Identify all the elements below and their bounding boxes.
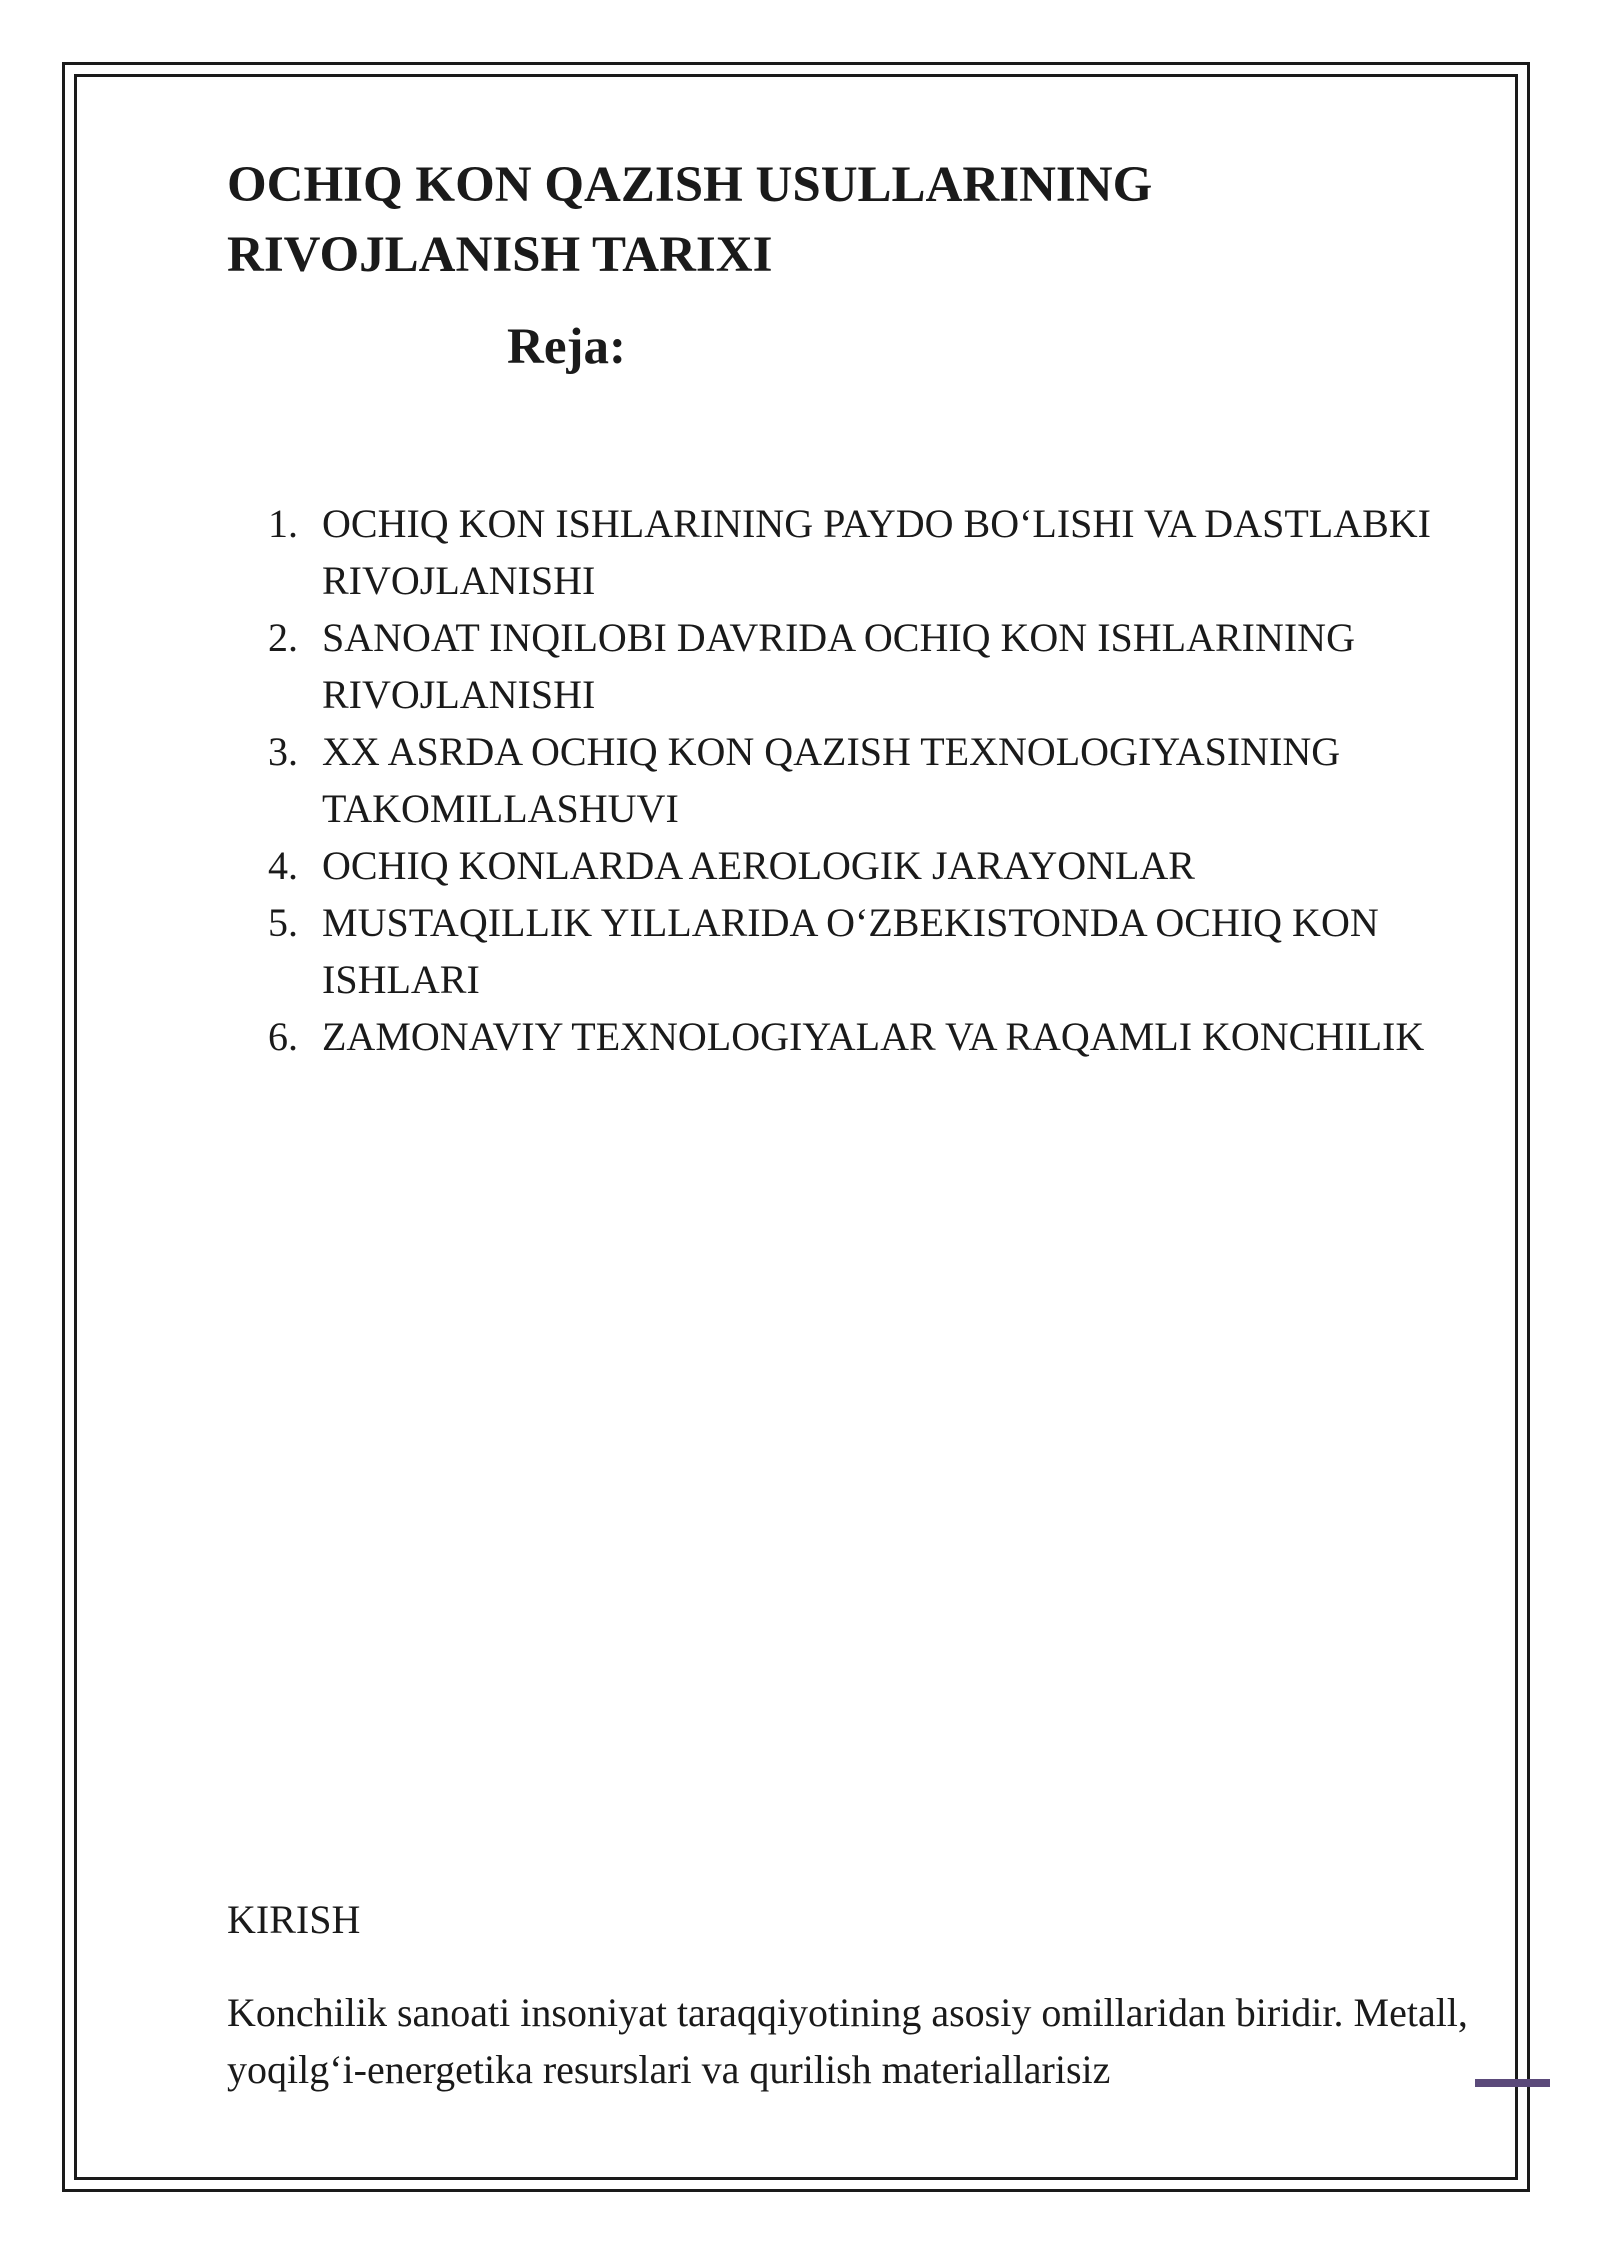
plan-item-text: OCHIQ KONLARDA AEROLOGIK JARAYONLAR — [322, 843, 1195, 888]
intro-heading: KIRISH — [227, 1897, 361, 1942]
plan-item-text: ZAMONAVIY TEXNOLOGIYALAR VA RAQAMLI KONCHILIK — [322, 1014, 1425, 1059]
plan-item-text: SANOAT INQILOBI DAVRIDA OCHIQ KON ISHLARINING RIVOJLANISHI — [322, 615, 1355, 717]
plan-heading: Reja: — [507, 319, 626, 375]
plan-item-text: MUSTAQILLIK YILLARIDA O‘ZBEKISTONDA OCHIQ KON ISHLARI — [322, 900, 1379, 1002]
page-border-inner — [74, 74, 1518, 2180]
page-corner-marker — [1475, 2079, 1550, 2087]
plan-item-number: 5. — [268, 900, 298, 945]
plan-item-number: 1. — [268, 501, 298, 546]
plan-item — [268, 723, 1498, 837]
plan-item-number: 2. — [268, 615, 298, 660]
plan-item-number: 4. — [268, 843, 298, 888]
plan-item-text: XX ASRDA OCHIQ KON QAZISH TEXNOLOGIYASINING TAKOMILLASHUVI — [322, 729, 1341, 831]
intro-paragraph: Konchilik sanoati insoniyat taraqqiyotining asosiy omillaridan biridir. Metall, yoqilg‘i-energetika resurslari va qurilish materiallarisiz — [227, 1990, 1468, 2092]
plan-item-text: OCHIQ KON ISHLARINING PAYDO BO‘LISHI VA DASTLABKI RIVOJLANISHI — [322, 501, 1431, 603]
plan-list — [268, 495, 1498, 1065]
document-title: OCHIQ KON QAZISH USULLARINING RIVOJLANISH TARIXI — [227, 157, 1153, 283]
plan-item-number: 3. — [268, 729, 298, 774]
plan-item — [268, 837, 1498, 894]
plan-item — [268, 1008, 1498, 1065]
plan-item — [268, 894, 1498, 1008]
plan-item — [268, 609, 1498, 723]
plan-item-number: 6. — [268, 1014, 298, 1059]
plan-item — [268, 495, 1498, 609]
